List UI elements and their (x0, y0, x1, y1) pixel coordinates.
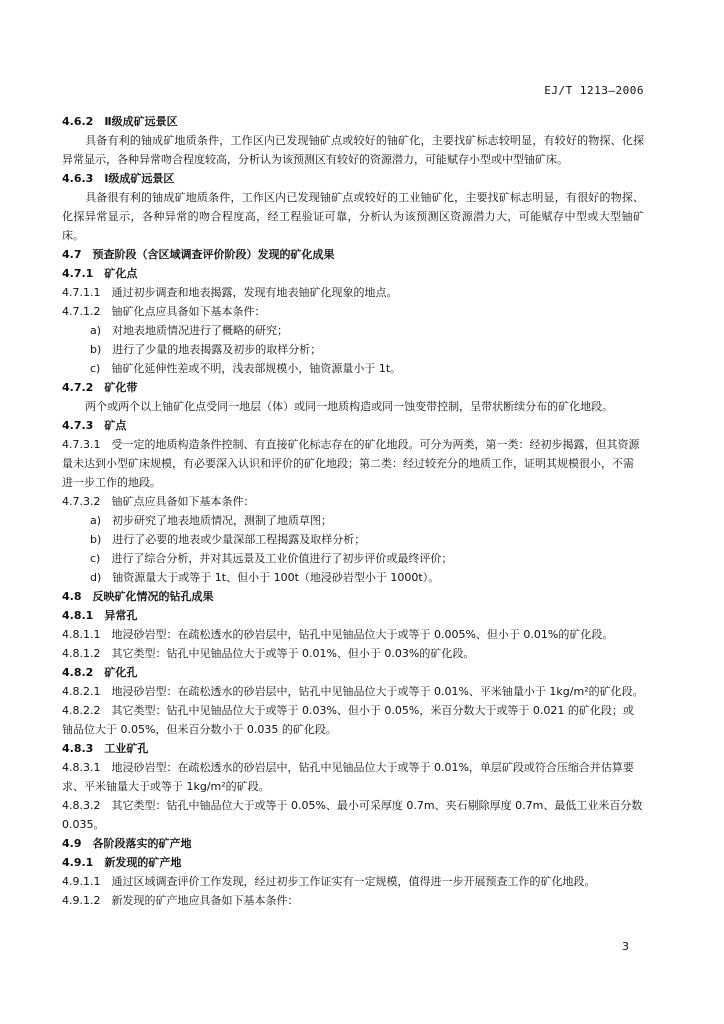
paragraph: 4.8.2.1 地浸砂岩型：在疏松透水的砂岩层中，钻孔中见铀品位大于或等于 0.01%、平米铀量小于 1kg/m²的矿化段。 (62, 685, 644, 698)
list-item: c) 进行了综合分析，并对其远景及工业价值进行了初步评价或最终评价； (90, 552, 453, 565)
paragraph: 4.8.2.2 其它类型：钻孔中见铀品位大于或等于 0.03%、但小于 0.05%，米百分数大于或等于 0.021 的矿化段；或铀品位大于 0.05%，但米百分数小于 0.035 的矿化段。 (62, 704, 634, 736)
section-heading: 4.6.3 Ⅰ级成矿远景区 (62, 172, 175, 185)
section-heading: 4.8.1 异常孔 (62, 609, 138, 622)
paragraph: 4.8.3.1 地浸砂岩型：在疏松透水的砂岩层中，钻孔中见铀品位大于或等于 0.01%，单层矿段或符合压缩合并估算要求、平米铀量大于或等于 1kg/m²的矿段。 (62, 761, 634, 793)
paragraph: 4.9.1.2 新发现的矿产地应具备如下基本条件： (62, 894, 299, 907)
section-heading: 4.7 预查阶段（含区域调查评价阶段）发现的矿化成果 (62, 248, 335, 261)
paragraph: 4.8.3.2 其它类型：钻孔中铀品位大于或等于 0.05%、最小可采厚度 0.7m、夹石剔除厚度 0.7m、最低工业米百分数 0.035。 (62, 799, 643, 831)
section-heading: 4.8.2 矿化孔 (62, 666, 138, 679)
paragraph: 4.7.3.2 铀矿点应具备如下基本条件： (62, 495, 255, 508)
paragraph: 4.8.1.1 地浸砂岩型：在疏松透水的砂岩层中，钻孔中见铀品位大于或等于 0.005%、但小于 0.01%的矿化段。 (62, 628, 614, 641)
list-item: a) 对地表地质情况进行了概略的研究； (90, 324, 289, 337)
section-heading: 4.7.3 矿点 (62, 419, 127, 432)
document-code-header: EJ/T 1213—2006 (544, 84, 644, 97)
page-number: 3 (622, 940, 629, 953)
list-item: c) 铀矿化延伸性差或不明，浅表部规模小，铀资源量小于 1t。 (90, 362, 402, 375)
section-heading: 4.9 各阶段落实的矿产地 (62, 837, 192, 850)
list-item: b) 进行了少量的地表揭露及初步的取样分析； (90, 343, 322, 356)
paragraph: 4.9.1.1 通过区域调查评价工作发现，经过初步工作证实有一定规模，值得进一步开展预查工作的矿化地段。 (62, 875, 596, 888)
section-heading: 4.7.1 矿化点 (62, 267, 138, 280)
list-item: b) 进行了必要的地表或少量深部工程揭露及取样分析； (90, 533, 366, 546)
list-item: d) 铀资源量大于或等于 1t、但小于 100t（地浸砂岩型小于 1000t）。 (90, 571, 440, 584)
list-item: a) 初步研究了地表地质情况，测制了地质草图； (90, 514, 333, 527)
paragraph: 4.7.1.1 通过初步调查和地表揭露，发现有地表铀矿化现象的地点。 (62, 286, 398, 299)
section-heading: 4.7.2 矿化带 (62, 381, 138, 394)
paragraph: 4.7.1.2 铀矿化点应具备如下基本条件： (62, 305, 266, 318)
paragraph: 4.8.1.2 其它类型：钻孔中见铀品位大于或等于 0.01%、但小于 0.03%的矿化段。 (62, 647, 475, 660)
paragraph: 两个或两个以上铀矿化点受同一地层（体）或同一地质构造或同一蚀变带控制，呈带状断续分布的矿化地段。 (85, 400, 614, 413)
paragraph: 4.7.3.1 受一定的地质构造条件控制、有直接矿化标志存在的矿化地段。可分为两类，第一类：经初步揭露，但其资源量未达到小型矿床规模，有必要深入认识和评价的矿化地段；第二类：经过较充分的地质工作，证明其规模很小，不需进一步工作的地段。 (62, 438, 640, 489)
section-heading: 4.6.2 Ⅱ级成矿远景区 (62, 115, 178, 128)
section-heading: 4.9.1 新发现的矿产地 (62, 856, 182, 869)
section-heading: 4.8.3 工业矿孔 (62, 742, 149, 755)
document-body (62, 112, 644, 910)
section-heading: 4.8 反映矿化情况的钻孔成果 (62, 590, 214, 603)
paragraph: 具备很有利的铀成矿地质条件，工作区内已发现铀矿点或较好的工业铀矿化，主要找矿标志明显，有很好的物探、化探异常显示，各种异常的吻合程度高，经工程验证可靠，分析认为该预测区资源潜力大，可能赋存中型或大型铀矿床。 (62, 191, 644, 242)
paragraph: 具备有利的铀成矿地质条件，工作区内已发现铀矿点或较好的铀矿化，主要找矿标志较明显，有较好的物探、化探异常显示，各种异常吻合程度较高，分析认为该预测区有较好的资源潜力，可能赋存小型或中型铀矿床。 (62, 134, 644, 166)
